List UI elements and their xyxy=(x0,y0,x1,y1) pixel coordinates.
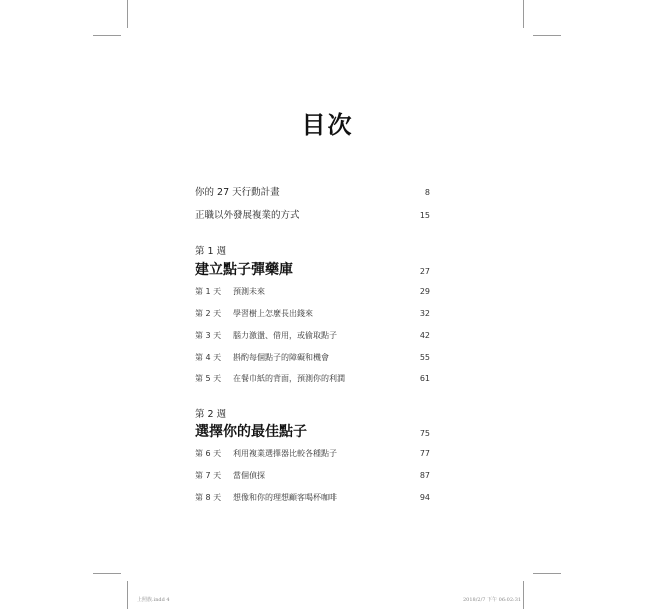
day-page: 87 xyxy=(419,471,430,480)
day-entry[interactable] xyxy=(195,373,430,384)
crop-mark xyxy=(523,0,524,28)
toc-entry-page: 8 xyxy=(424,188,430,197)
toc-entry-label: 正職以外發展複業的方式 xyxy=(195,210,300,221)
day-page: 42 xyxy=(419,331,430,340)
day-page: 94 xyxy=(419,493,430,502)
page-title: 目次 xyxy=(301,111,354,139)
toc-entry[interactable] xyxy=(195,207,430,221)
week-label: 第 2 週 xyxy=(195,409,227,420)
day-number: 第 8 天 xyxy=(195,493,222,502)
day-text: 腦力激盪、借用，或偷取點子 xyxy=(233,331,337,340)
day-text: 斟酌每個點子的障礙和機會 xyxy=(233,353,329,362)
week-page: 75 xyxy=(419,429,430,438)
day-text: 在餐巾紙的背面，預測你的利潤 xyxy=(233,374,345,383)
day-number: 第 2 天 xyxy=(195,309,222,318)
week-title: 選擇你的最佳點子 xyxy=(195,424,307,440)
crop-mark xyxy=(533,573,561,574)
day-text: 當個偵探 xyxy=(233,471,265,480)
crop-mark xyxy=(533,35,561,36)
day-entry[interactable] xyxy=(195,352,430,363)
week-heading[interactable] xyxy=(195,259,430,279)
print-slug-filename: 上照族.indd 4 xyxy=(137,597,170,603)
crop-mark xyxy=(127,581,128,609)
crop-mark xyxy=(93,573,121,574)
day-text: 學習樹上怎麼長出錢來 xyxy=(233,309,313,318)
week-heading[interactable] xyxy=(195,421,430,441)
day-number: 第 6 天 xyxy=(195,449,222,458)
day-text: 預測未來 xyxy=(233,287,265,296)
print-slug-timestamp: 2018/2/7 下午 06:02:31 xyxy=(463,597,522,603)
day-number: 第 5 天 xyxy=(195,374,222,383)
week-title: 建立點子彈藥庫 xyxy=(195,262,293,278)
crop-mark xyxy=(127,0,128,28)
toc-entry[interactable] xyxy=(195,184,430,198)
crop-mark xyxy=(523,581,524,609)
day-number: 第 4 天 xyxy=(195,353,222,362)
day-text: 利用複業選擇器比較各種點子 xyxy=(233,449,337,458)
day-entry[interactable] xyxy=(195,448,430,459)
day-page: 55 xyxy=(419,353,430,362)
day-text: 想像和你的理想顧客喝杯咖啡 xyxy=(233,493,337,502)
day-number: 第 1 天 xyxy=(195,287,222,296)
day-number: 第 7 天 xyxy=(195,471,222,480)
week-label: 第 1 週 xyxy=(195,246,227,257)
week-page: 27 xyxy=(419,267,430,276)
day-entry[interactable] xyxy=(195,308,430,319)
day-entry[interactable] xyxy=(195,330,430,341)
day-page: 61 xyxy=(419,374,430,383)
day-page: 29 xyxy=(419,287,430,296)
day-entry[interactable] xyxy=(195,492,430,503)
toc-entry-label: 你的 27 天行動計畫 xyxy=(195,187,280,198)
day-entry[interactable] xyxy=(195,286,430,297)
day-page: 77 xyxy=(419,449,430,458)
day-number: 第 3 天 xyxy=(195,331,222,340)
day-entry[interactable] xyxy=(195,470,430,481)
toc-entry-page: 15 xyxy=(419,211,430,220)
crop-mark xyxy=(93,35,121,36)
day-page: 32 xyxy=(419,309,430,318)
